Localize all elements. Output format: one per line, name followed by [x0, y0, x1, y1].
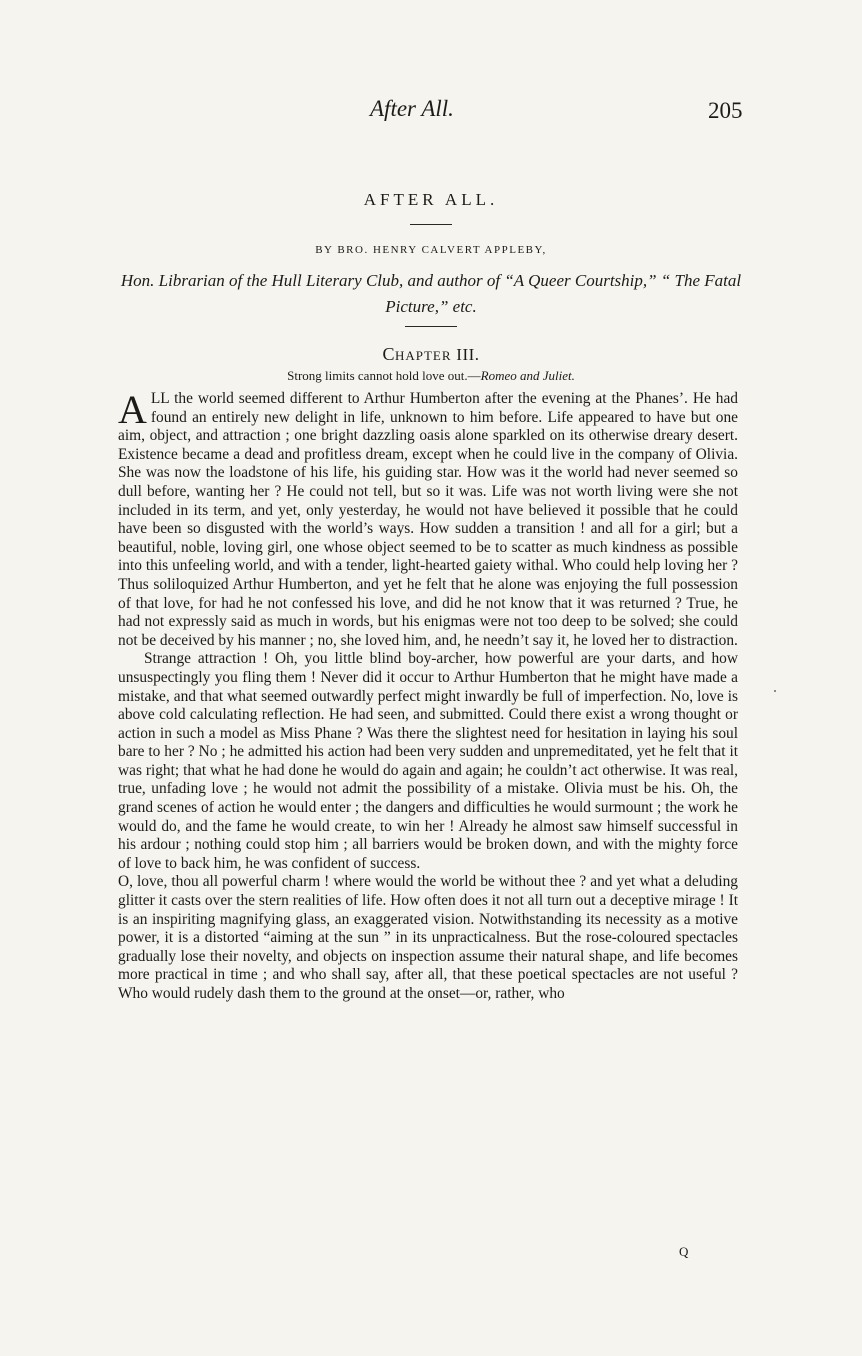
byline-rule — [405, 326, 457, 327]
epigraph-source: Romeo and Juliet. — [480, 368, 575, 383]
paragraph-1 — [118, 387, 738, 650]
author-affiliation: Hon. Librarian of the Hull Literary Club, and author of “A Queer Courtship,” “ The Fatal Picture,” etc. — [120, 271, 742, 316]
paragraph-3: O, love, thou all powerful charm ! where would the world be without thee ? and yet what a deluding glitter it casts over the stern realities of life. How often does it not all turn out a deceptive mirage ! It is an inspiriting magnifying glass, an exaggerated vision. Notwithstanding its necessity as a motive power, it is a distorted “aiming at the sun ” in its unpracticalness. But the rose-coloured spectacles gradually lose their novelty, and objects on inspection assume their natural shape, and life becomes more practical in time ; and who shall say, after all, that these poetical spectacles are not useful ? Who would rudely dash them to the ground at the onset—or, rather, who — [118, 873, 738, 1002]
epigraph-text: Strong limits cannot hold love out.— — [287, 368, 481, 383]
running-head — [0, 96, 862, 130]
paragraph-1-text: LL the world seemed different to Arthur Humberton after the evening at the Phanes’. He had found an entirely new delight in life, unknown to him before. Life appeared to have but one aim, object, and attraction ; one bright dazzling oasis alone sparkled on its otherwise dreary desert. Existence became a dead and profitless dream, except when he could live in the company of Olivia. She was now the loadstone of his life, his guiding star. How was it the world had never seemed so dull before, wanting her ? He could not tell, but so it was. Life was not worth living were she not included in its term, and yet, only yesterday, he would not have believed it possible that he could have been so disgusted with the world’s ways. How sudden a transition ! and all for a girl; but a beautiful, noble, loving girl, one whose object seemed to be to scatter as much kindness as possible into this unfeeling world, and with a tender, light-hearted gaiety withal. Who could help loving her ? Thus soliloquized Arthur Humberton, and yet he felt that he alone was enjoying the full possession of that love, for had he not confessed his love, and did he not know that it was returned ? True, he had not expressly said as much in words, but his enigmas were not too deep to be solved; she could not be deceived by his manner ; no, she loved him, and, he needn’t say it, he loved her to distraction. — [118, 390, 738, 649]
title-rule — [410, 224, 452, 225]
paragraph-2: Strange attraction ! Oh, you little blind boy-archer, how powerful are your darts, and how unsuspectingly you fling them ! Never did it occur to Arthur Humberton that he might have made a mistake, and that what seemed outwardly perfect might inwardly be full of imperfection. No, love is above cold calculating reflection. He had seen, and submitted. Could there exist a wrong thought or action in such a model as Miss Phane ? Was there the slightest need for hesitation in laying his soul bare to her ? No ; he admitted his action had been very sudden and unpremeditated, yet he felt that it was right; that what he had done he would do again and again; he couldn’t act otherwise. It was real, true, unfading love ; he would not admit the possibility of a mistake. Olivia must be his. Oh, the grand scenes of action he would enter ; the dangers and difficulties he would surmount ; the work he would do, and the fame he would create, to win her ! Already he almost saw himself successful in his ardour ; nothing could stop him ; all barriers would be broken down, and with the mighty force of love to back him, he was confident of success. — [118, 650, 738, 872]
article-title: AFTER ALL. — [363, 190, 499, 209]
article-body — [118, 387, 738, 1004]
running-title: After All. — [370, 96, 454, 121]
epigraph — [0, 368, 862, 384]
chapter-heading — [0, 344, 862, 365]
margin-mark — [774, 690, 776, 692]
signature-mark: Q — [679, 1244, 689, 1259]
chapter-initial: C — [382, 344, 395, 364]
drop-cap: A — [118, 387, 147, 432]
page-number: 205 — [708, 98, 743, 123]
byline: BY BRO. HENRY CALVERT APPLEBY, — [315, 244, 547, 256]
chapter-number: III. — [456, 345, 480, 364]
chapter-word: HAPTER — [394, 348, 452, 363]
